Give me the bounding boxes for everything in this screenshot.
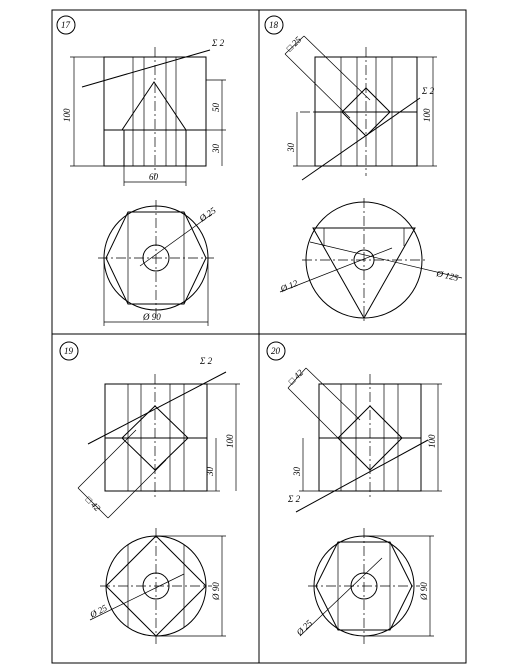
- sigma-plane: [296, 440, 428, 512]
- dim-lower: 30: [211, 144, 221, 153]
- panel-number: 19: [64, 346, 73, 356]
- svg-text:100: 100: [225, 434, 235, 448]
- dim-circle-large: Ø 90: [143, 312, 161, 322]
- dim-height: 100: [62, 108, 72, 122]
- panel-number: 18: [269, 20, 278, 30]
- svg-text:Σ 2: Σ 2: [200, 356, 213, 366]
- dim-width: 60: [149, 172, 158, 182]
- panel-17: [57, 16, 226, 326]
- panel-19: [60, 342, 240, 644]
- svg-text:100: 100: [422, 108, 432, 122]
- panel-number: 17: [61, 20, 70, 30]
- dim-circle-small: Ø 12: [279, 277, 300, 294]
- dim-upper: 50: [211, 103, 221, 112]
- panel-18: [265, 16, 462, 322]
- panel-20: [267, 342, 442, 644]
- svg-text:30: 30: [292, 467, 302, 476]
- svg-text:30: 30: [286, 143, 296, 152]
- svg-text:100: 100: [427, 434, 437, 448]
- sigma-plane: [302, 98, 420, 180]
- dim-circle-small: Ø 25: [88, 602, 109, 620]
- svg-text:30: 30: [205, 467, 215, 476]
- dim-circle-large: Ø 90: [419, 582, 429, 600]
- dim-circle-small: Ø 25: [294, 617, 315, 638]
- dim-square: □ 42: [83, 494, 103, 514]
- svg-text:Σ 2: Σ 2: [288, 494, 301, 504]
- dim-circle-large: Ø 90: [211, 582, 221, 600]
- dim-square: □ 42: [286, 367, 306, 387]
- sigma-plane: [82, 50, 210, 87]
- cone-outline: [122, 82, 186, 130]
- sigma-plane: [88, 372, 226, 444]
- dim-square: □ 25: [284, 34, 304, 54]
- dim-circle-small: Ø 25: [197, 205, 218, 224]
- dim-circle-large: Ø 125: [435, 268, 460, 283]
- svg-text:Σ 2: Σ 2: [422, 86, 435, 96]
- panel-number: 20: [271, 346, 280, 356]
- sigma-label: Σ 2: [212, 38, 225, 48]
